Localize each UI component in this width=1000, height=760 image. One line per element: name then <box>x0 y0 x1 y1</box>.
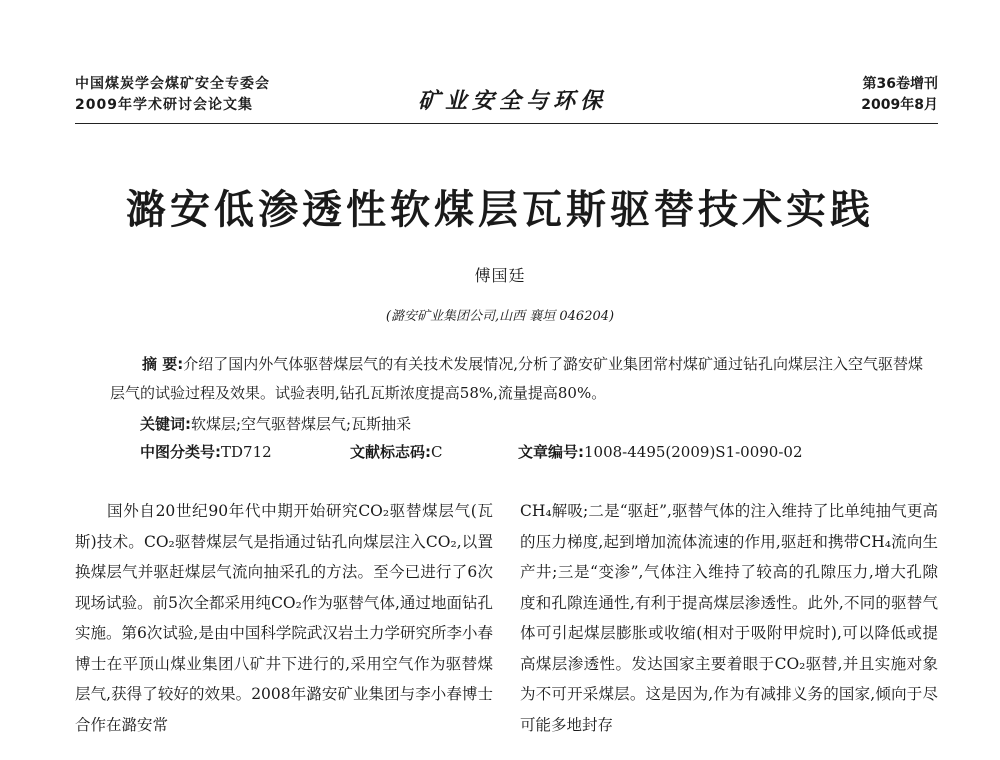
clc-group <box>140 441 272 462</box>
doc-code-value: C <box>431 443 443 461</box>
header-date: 2009年8月 <box>861 97 938 113</box>
header-proceedings: 2009年学术研讨会论文集 <box>75 97 253 113</box>
clc-label: 中图分类号: <box>140 443 221 461</box>
article-author: 傅国廷 <box>474 266 526 285</box>
header-volume: 第36卷增刊 <box>862 76 938 92</box>
body-paragraph-left: 国外自20世纪90年代中期开始研究CO₂驱替煤层气(瓦斯)技术。CO₂驱替煤层气是指通过钻孔向煤层注入CO₂,以置换煤层气并驱赶煤层气流向抽采孔的方法。至今已进行了6次现场试验。前5次全都采用纯CO₂作为驱替气体,通过地面钻孔实施。第6次试验,是由中国科学院武汉岩土力学研究所李小春博士在平顶山煤业集团八矿井下进行的,采用空气作为驱替煤层气,获得了较好的效果。2008年潞安矿业集团与李小春博士合作在潞安常 <box>75 502 493 734</box>
abstract-paragraph <box>110 350 932 408</box>
article-title: 潞安低渗透性软煤层瓦斯驱替技术实践 <box>126 187 874 233</box>
running-header-right <box>861 74 938 116</box>
header-society: 中国煤炭学会煤矿安全专委会 <box>75 76 270 92</box>
journal-name: 矿业安全与环保 <box>418 88 608 114</box>
keywords-line <box>140 413 411 434</box>
author-affiliation: (潞安矿业集团公司,山西 襄垣 046204) <box>385 309 615 324</box>
running-header-left <box>75 74 270 116</box>
doc-code-label: 文献标志码: <box>350 443 431 461</box>
classification-line <box>140 441 940 465</box>
body-column-left <box>75 496 493 740</box>
body-column-right <box>520 496 938 740</box>
abstract-label: 摘 要: <box>142 355 184 373</box>
keywords-label: 关键词: <box>140 415 191 433</box>
abstract-text: 介绍了国内外气体驱替煤层气的有关技术发展情况,分析了潞安矿业集团常村煤矿通过钻孔向煤层注入空气驱替煤层气的试验过程及效果。试验表明,钻孔瓦斯浓度提高58%,流量提高80%。 <box>110 355 924 402</box>
article-no-label: 文章编号: <box>518 443 584 461</box>
header-divider <box>75 123 938 124</box>
article-no-value: 1008-4495(2009)S1-0090-02 <box>584 443 803 461</box>
keywords-text: 软煤层;空气驱替煤层气;瓦斯抽采 <box>191 415 412 433</box>
abstract-block <box>110 350 932 408</box>
doc-code-group <box>350 441 442 462</box>
clc-value: TD712 <box>221 443 272 461</box>
article-no-group <box>518 441 803 462</box>
body-paragraph-right: CH₄解吸;二是“驱赶”,驱替气体的注入维持了比单纯抽气更高的压力梯度,起到增加流体流速的作用,驱赶和携带CH₄流向生产井;三是“变渗”,气体注入维持了较高的孔隙压力,增大孔隙度和孔隙连通性,有利于提高煤层渗透性。此外,不同的驱替气体可引起煤层膨胀或收缩(相对于吸附甲烷时),可以降低或提高煤层渗透性。发达国家主要着眼于CO₂驱替,并且实施对象为不可开采煤层。这是因为,作为有减排义务的国家,倾向于尽可能多地封存 <box>520 502 938 734</box>
